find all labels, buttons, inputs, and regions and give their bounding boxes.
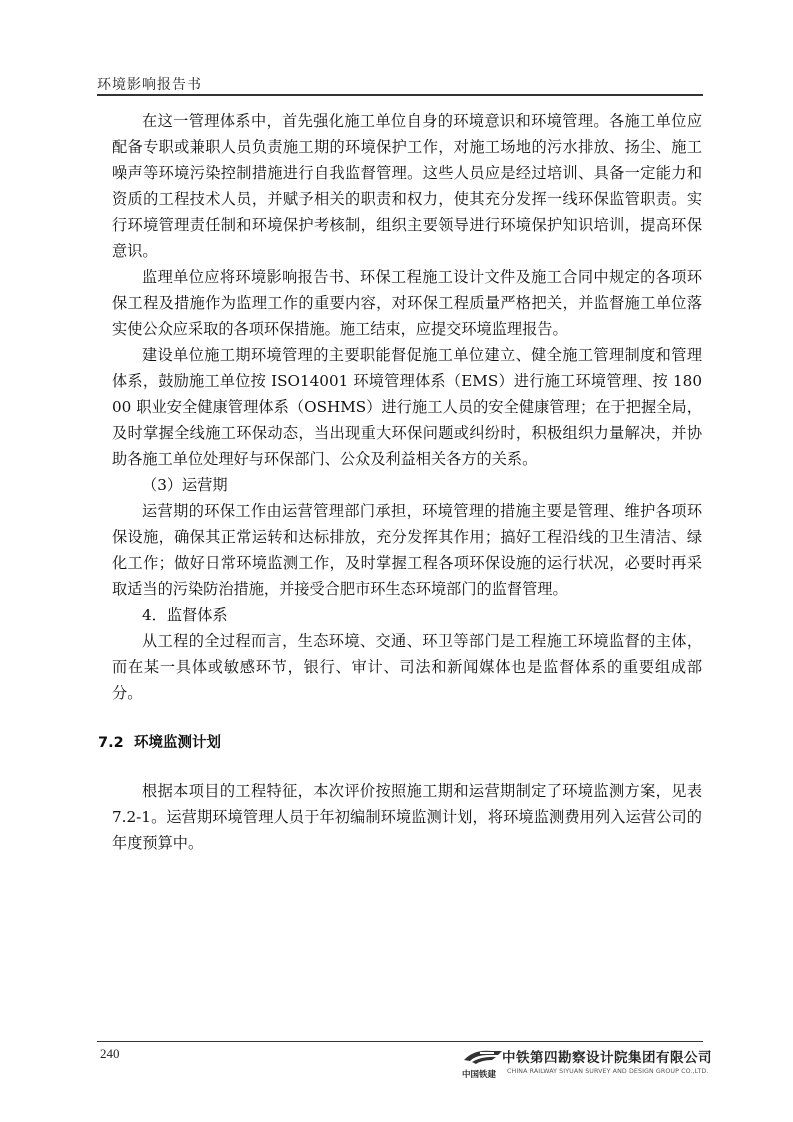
company-logo: [462, 1046, 712, 1086]
subheading-supervision-system: 4．监督体系: [142, 606, 228, 624]
paragraph-management-system: 在这一管理体系中，首先强化施工单位自身的环境意识和环境管理。各施工单位应配备专职或兼职人员负责施工期的环境保护工作，对施工场地的污水排放、扬尘、施工噪声等环境污染控制措施进行自我监督管理。这些人员应是经过培训、具备一定能力和资质的工程技术人员，并赋予相关的职责和权力，使其充分发挥一线环保监管职责。实行环境管理责任制和环境保护考核制，组织主要领导进行环境保护知识培训，提高环保意识。: [112, 112, 702, 260]
company-name-cn: 中铁第四勘察设计院集团有限公司: [502, 1050, 712, 1066]
paragraph-operation-period: 运营期的环保工作由运营管理部门承担，环境管理的措施主要是管理、维护各项环保设施，确保其正常运转和达标排放，充分发挥其作用；搞好工程沿线的卫生清洁、绿化工作；做好日常环境监测工作，及时掌握工程各项环保设施的运行状况，必要时再采取适当的污染防治措施，并接受合肥市环生态环境部门的监督管理。: [112, 502, 702, 598]
section-title: 环境监测计划: [134, 735, 221, 751]
paragraph-monitoring-plan: 根据本项目的工程特征，本次评价按照施工期和运营期制定了环境监测方案，见表 7.2-1。运营期环境管理人员于年初编制环境监测计划，将环境监测费用列入运营公司的年度预算中。: [112, 782, 702, 852]
footer-divider: [97, 1041, 703, 1042]
paragraph-construction-unit: 建设单位施工期环境管理的主要职能督促施工单位建立、健全施工管理制度和管理体系，鼓励施工单位按 ISO14001 环境管理体系（EMS）进行施工环境管理、按 18000 职业安全健康管理体系（OSHMS）进行施工人员的安全健康管理；在于把握全局，及时掌握全线施工环保动态，当出现重大环保问题或纠纷时，积极组织力量解决，并协助各施工单位处理好与环保部门、公众及利益相关各方的关系。: [112, 346, 702, 468]
page-number: 240: [100, 1046, 120, 1061]
document-body: [98, 108, 702, 856]
logo-label: 中国铁建: [462, 1070, 497, 1080]
header-title: 环境影响报告书: [97, 77, 202, 93]
company-name-en: CHINA RAILWAY SIYUAN SURVEY AND DESIGN GROUP CO.,LTD.: [507, 1068, 709, 1075]
section-number: 7.2: [98, 735, 124, 751]
subheading-operation-period: （3）运营期: [142, 476, 228, 494]
section-heading: [98, 730, 702, 756]
header-divider: [97, 94, 703, 96]
paragraph-supervision-unit: 监理单位应将环境影响报告书、环保工程施工设计文件及施工合同中规定的各项环保工程及措施作为监理工作的重要内容，对环保工程质量严格把关，并监督施工单位落实使公众应采取的各项环保措施。施工结束，应提交环境监理报告。: [112, 268, 702, 338]
paragraph-supervision-system: 从工程的全过程而言，生态环境、交通、环卫等部门是工程施工环境监督的主体，而在某一具体或敏感环节，银行、审计、司法和新闻媒体也是监督体系的重要组成部分。: [112, 632, 702, 702]
